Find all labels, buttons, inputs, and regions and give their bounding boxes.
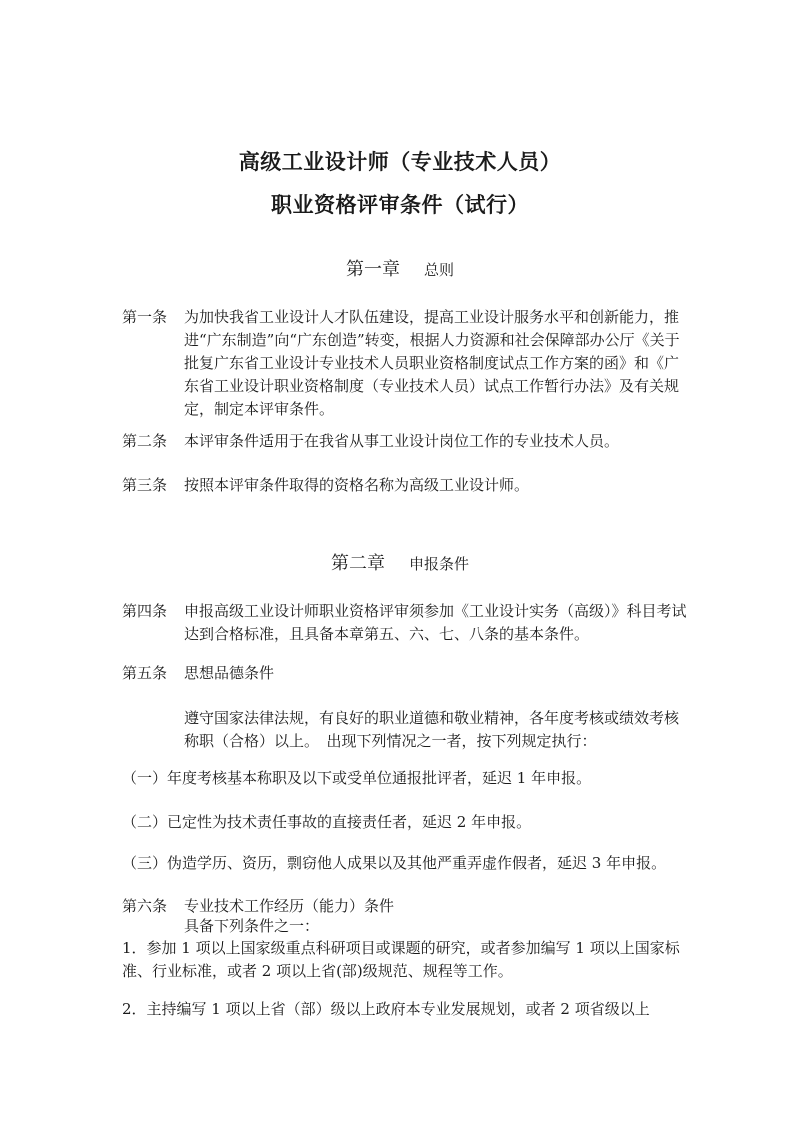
article-5-number: 第五条 [122,664,168,682]
article-3-number: 第三条 [122,476,168,494]
article-5-item-1: （一）年度考核基本称职及以下或受单位通报批评者，延迟 1 年申报。 [122,769,592,787]
article-3 [122,474,692,497]
article-1-number: 第一条 [122,308,168,326]
article-5-item-2: （二）已定性为技术责任事故的直接责任者，延迟 2 年申报。 [122,813,532,831]
article-1-text: 为加快我省工业设计人才队伍建设，提高工业设计服务水平和创新能力，推进“广东制造”向“广东创造”转变，根据人力资源和社会保障部办公厅《关于批复广东省工业设计专业技术人员职业资格制度试点工作方案的函》和《广东省工业设计职业资格制度（专业技术人员）试点工作暂行办法》及有关规定，制定本评审条件。 [184,308,680,418]
chapter-2-name: 申报条件 [408,555,469,573]
article-4-text: 申报高级工业设计师职业资格评审须参加《工业设计实务（高级）》科目考试达到合格标准，且具备本章第五、六、七、八条的基本条件。 [184,602,687,643]
article-5 [122,662,692,685]
chapter-2-heading [0,549,800,575]
chapter-2-label: 第二章 [330,553,385,574]
article-4 [122,600,692,646]
article-5-text: 思想品德条件 [184,664,275,682]
doc-title-line1: 高级工业设计师（专业技术人员） [238,149,562,174]
article-2 [122,430,692,453]
article-5-item-3: （三）伪造学历、资历，剽窃他人成果以及其他严重弄虚作假者，延迟 3 年申报。 [122,854,667,872]
article-6-sub: 具备下列条件之一： [184,917,320,935]
article-2-number: 第二条 [122,432,168,450]
article-2-text: 本评审条件适用于在我省从事工业设计岗位工作的专业技术人员。 [184,432,620,450]
article-6-number: 第六条 [122,897,168,915]
article-5-paragraph: 遵守国家法律法规，有良好的职业道德和敬业精神，各年度考核或绩效考核称职（合格）以上。 出现下列情况之一者，按下列规定执行： [184,709,680,750]
doc-title-line2: 职业资格评审条件（试行） [271,192,529,217]
chapter-1-heading [0,255,800,281]
chapter-1-label: 第一章 [345,259,400,280]
article-3-text: 按照本评审条件取得的资格名称为高级工业设计师。 [184,476,530,494]
chapter-1-name: 总则 [423,261,454,279]
article-1 [122,306,692,421]
article-6-text: 专业技术工作经历（能力）条件 [184,897,395,915]
article-4-number: 第四条 [122,602,168,620]
article-6-item-1: 1．参加 1 项以上国家级重点科研项目或课题的研究，或者参加编写 1 项以上国家标准、行业标准，或者 2 项以上省(部)级规范、规程等工作。 [122,939,680,980]
article-6-item-2: 2．主持编写 1 项以上省（部）级以上政府本专业发展规划，或者 2 项省级以上 [122,1000,650,1018]
